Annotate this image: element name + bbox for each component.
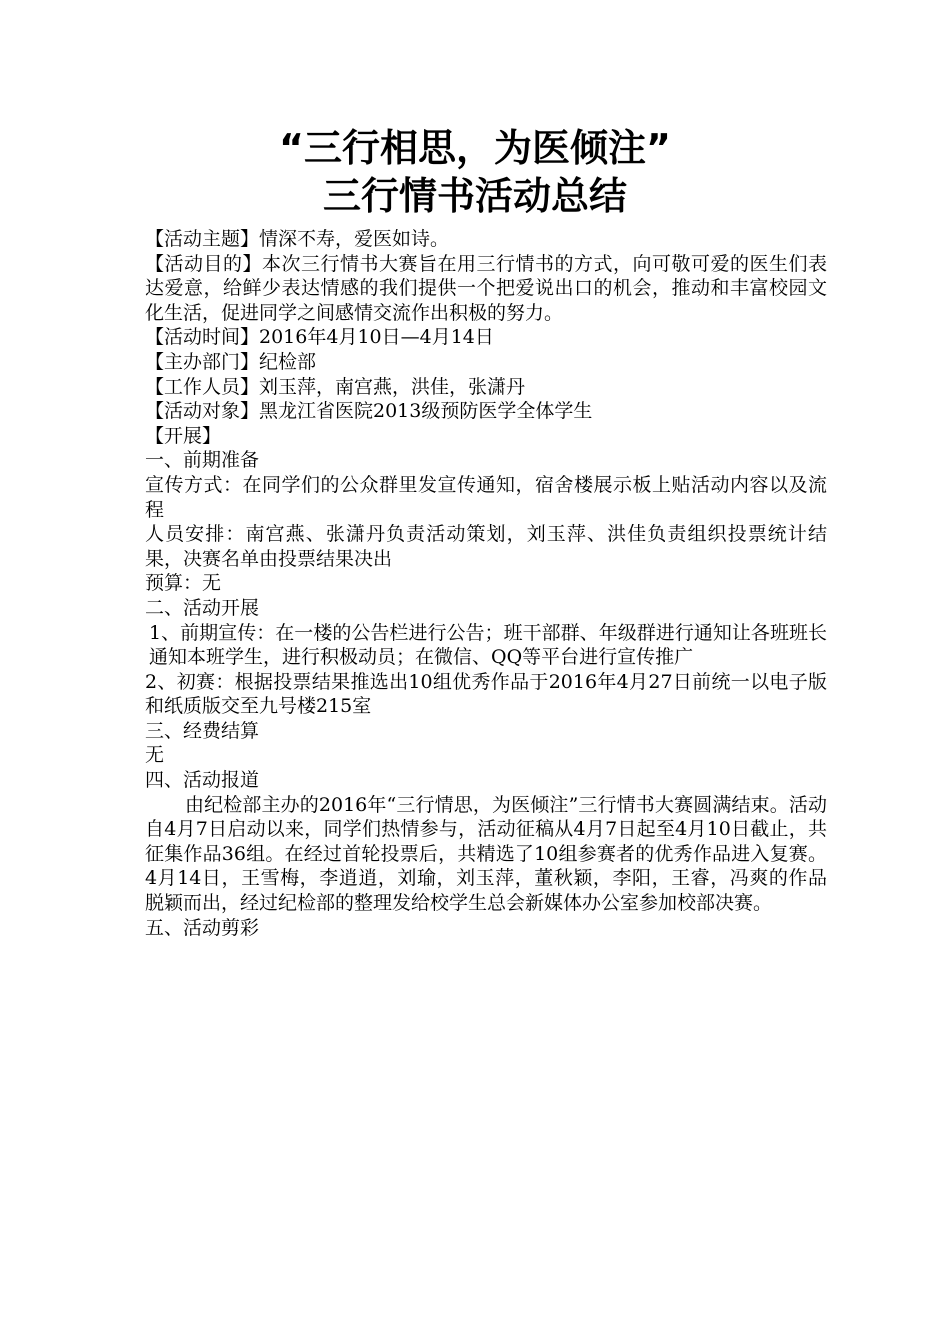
title-line-2: 三行情书活动总结 — [322, 174, 627, 218]
section-heading-highlights: 五、活动剪彩 — [145, 916, 260, 939]
section-heading-report: 四、活动报道 — [145, 769, 260, 792]
publicity-method: 宣传方式：在同学们的公众群里发宣传通知，宿舍楼展示板上贴活动内容以及流程 — [145, 473, 827, 521]
expenses-value: 无 — [145, 744, 165, 767]
section-heading-expenses: 三、经费结算 — [145, 719, 260, 742]
report-body: 由纪检部主办的2016年“三行情思，为医倾注”三行情书大赛圆满结束。活动自4月7日启动以来，同学们热情参与，活动征稿从4月7日起至4月10日截止，共征集作品36组。在经过首轮投票后，共精选了10组参赛者的优秀作品进入复赛。4月14日，王雪梅，李逍逍，刘瑜，刘玉萍，董秋颖，李阳，王睿，冯爽的作品脱颖而出，经过纪检部的整理发给校学生总会新媒体办公室参加校部决赛。 — [145, 793, 827, 915]
organizer: 【主办部门】纪检部 — [145, 350, 317, 373]
document-body — [145, 227, 827, 940]
early-publicity: 1、前期宣传：在一楼的公告栏进行公告；班干部群、年级群进行通知让各班班长通知本班学生，进行积极动员；在微信、QQ等平台进行宣传推广 — [149, 621, 827, 669]
section-heading-preparation: 一、前期准备 — [145, 449, 260, 472]
title-line-1: “三行相思，为医倾注” — [279, 126, 671, 170]
budget: 预算：无 — [145, 572, 222, 595]
preliminary-round: 2、初赛：根据投票结果推选出10组优秀作品于2016年4月27日前统一以电子版和纸质版交至九号楼215室 — [145, 670, 827, 718]
target-audience: 【活动对象】黑龙江省医院2013级预防医学全体学生 — [145, 400, 593, 423]
development-heading: 【开展】 — [145, 424, 222, 447]
section-heading-activity: 二、活动开展 — [145, 596, 260, 619]
activity-theme: 【活动主题】情深不寿，爱医如诗。 — [145, 228, 450, 250]
document-title — [0, 124, 950, 220]
activity-purpose: 【活动目的】本次三行情书大赛旨在用三行情书的方式，向可敬可爱的医生们表达爱意，给鲜少表达情感的我们提供一个把爱说出口的机会，推动和丰富校园文化生活，促进同学之间感情交流作出积极的努力。 — [145, 252, 827, 324]
staff-arrangement: 人员安排：南宫燕、张潇丹负责活动策划，刘玉萍、洪佳负责组织投票统计结果，决赛名单由投票结果决出 — [145, 523, 827, 570]
staff: 【工作人员】刘玉萍，南宫燕，洪佳，张潇丹 — [145, 375, 526, 398]
activity-time: 【活动时间】2016年4月10日—4月14日 — [145, 326, 494, 349]
